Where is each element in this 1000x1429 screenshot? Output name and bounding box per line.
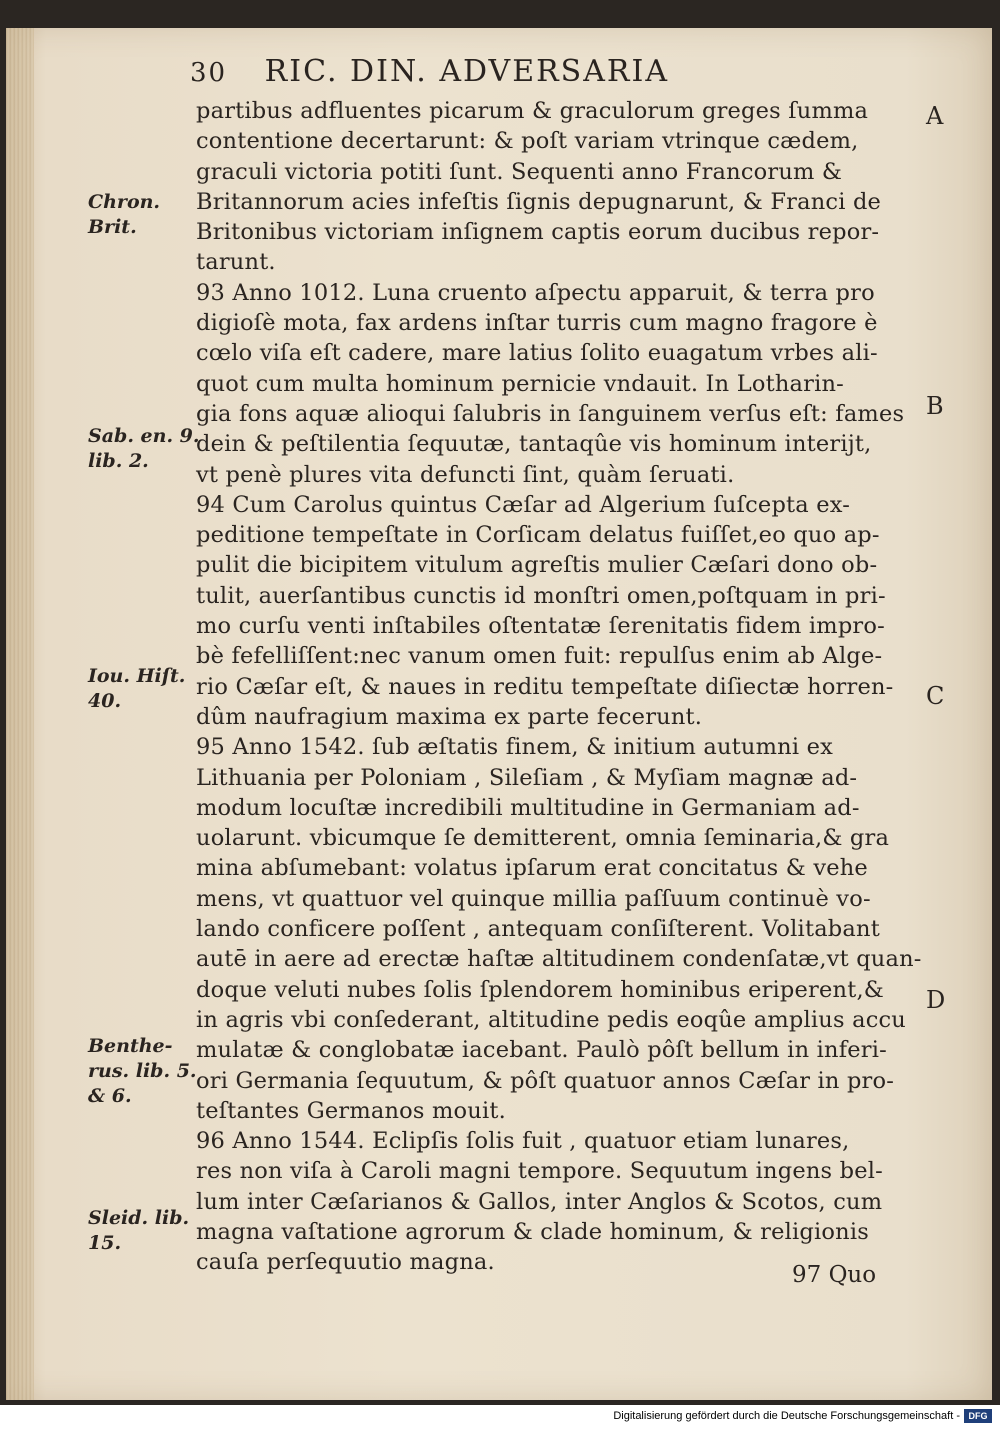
- text-line: tulit, auerſantibus cunctis id monſtri omen,poſtquam in pri-: [196, 582, 886, 609]
- margin-note-chron: Chron. Brit.: [88, 191, 161, 238]
- text-line: digioſè mota, fax ardens inſtar turris cum magno fragore è: [196, 310, 878, 337]
- text-line: mina abſumebant: volatus ipſarum erat concitatus & vehe: [196, 855, 868, 882]
- text-line: lando conficere poſſent , antequam conſiſterent. Volitabant: [196, 916, 880, 943]
- text-line: rio Cæſar eſt, & naues in reditu tempeſtate diſiectæ horren-: [196, 673, 894, 700]
- text-line: 96 Anno 1544. Eclipſis ſolis fuit , quatuor etiam lunares,: [196, 1128, 850, 1155]
- text-line: in agris vbi conſederant, altitudine pedis eoqûe amplius accu: [196, 1006, 906, 1033]
- text-line: autē in aere ad erectæ haſtæ altitudinem condenſatæ,vt quan-: [196, 946, 922, 973]
- text-line: magna vaſtatione agrorum & clade hominum, & religionis: [196, 1218, 869, 1245]
- margin-note-sab: Sab. en. 9. lib. 2.: [88, 425, 200, 472]
- text-line: contentione decertarunt: & poſt variam vtrinque cædem,: [196, 128, 859, 155]
- text-line: graculi victoria potiti ſunt. Sequenti anno Francorum &: [196, 158, 843, 185]
- text-line: teſtantes Germanos mouit.: [196, 1097, 506, 1124]
- running-head: [190, 54, 669, 89]
- page-number: 30: [190, 58, 228, 88]
- text-line: mulatæ & conglobatæ iacebant. Paulò pôſt bellum in inferi-: [196, 1037, 887, 1064]
- text-line: modum locuſtæ incredibili multitudine in Germaniam ad-: [196, 794, 860, 821]
- text-line: dûm naufragium maxima ex parte fecerunt.: [196, 703, 703, 730]
- text-line: Lithuania per Poloniam , Sileſiam , & Myſiam magnæ ad-: [196, 764, 858, 791]
- text-line: peditione tempeſtate in Corſicam delatus fuiſſet,eo quo ap-: [196, 522, 880, 549]
- text-line: bè fefelliſſent:nec vanum omen fuit: repulſus enim ab Alge-: [196, 643, 883, 670]
- text-line: quot cum multa hominum pernicie vndauit. In Lotharin-: [196, 370, 844, 397]
- text-line: dein & peſtilentia ſequutæ, tantaqûe vis hominum interijt,: [196, 431, 872, 458]
- text-line: vt penè plures vita defuncti ſint, quàm ſeruati.: [196, 461, 735, 488]
- text-line: uolarunt. vbicumque ſe demitterent, omnia ſeminaria,& gra: [196, 825, 890, 852]
- text-line: Britannorum acies infeſtis ſignis depugnarunt, & Franci de: [196, 188, 882, 215]
- body-text: [196, 96, 922, 1278]
- text-line: 94 Cum Carolus quintus Cæſar ad Algerium ſuſcepta ex-: [196, 491, 851, 518]
- dfg-logo: DFG: [964, 1409, 992, 1423]
- text-line: partibus adfluentes picarum & graculorum greges ſumma: [196, 98, 869, 124]
- running-title: RIC. DIN. ADVERSARIA: [264, 54, 670, 89]
- section-mark-c: C: [926, 682, 945, 710]
- text-line: mo curſu venti inſtabiles oſtentatæ ſerenitatis fidem impro-: [196, 613, 885, 640]
- text-line: res non viſa à Caroli magni tempore. Sequutum ingens bel-: [196, 1158, 883, 1185]
- text-line: tarunt.: [196, 249, 276, 276]
- text-line: pulit die bicipitem vitulum agreſtis mulier Cæſari dono ob-: [196, 552, 878, 579]
- text-line: ori Germania ſequutum, & pôſt quatuor annos Cæſar in pro-: [196, 1067, 895, 1094]
- text-line: cauſa perſequutio magna.: [196, 1249, 495, 1276]
- text-line: mens, vt quattuor vel quinque millia paſſuum continuè vo-: [196, 885, 871, 912]
- text-line: gia fons aquæ alioqui ſalubris in ſanguinem verſus eſt: fames: [196, 400, 905, 427]
- margin-note-benther: Benthe- rus. lib. 5. & 6.: [88, 1035, 197, 1107]
- margin-note-iou: Iou. Hiſt. 40.: [88, 665, 186, 712]
- text-line: Britonibus victoriam inſignem captis eorum ducibus repor-: [196, 219, 880, 246]
- footer-bar: [0, 1405, 1000, 1429]
- section-mark-b: B: [926, 392, 944, 420]
- text-line: cœlo viſa eſt cadere, mare latius ſolito euagatum vrbes ali-: [196, 340, 878, 367]
- catchword: 97 Quo: [792, 1262, 877, 1288]
- margin-note-sleid: Sleid. lib. 15.: [88, 1207, 190, 1254]
- text-line: 95 Anno 1542. ſub æſtatis finem, & initium autumni ex: [196, 734, 833, 761]
- text-line: doque veluti nubes ſolis ſplendorem hominibus eriperent,&: [196, 976, 885, 1003]
- funding-credit: Digitalisierung gefördert durch die Deutsche Forschungsgemeinschaft -: [613, 1410, 960, 1422]
- section-mark-d: D: [926, 986, 946, 1014]
- text-line: 93 Anno 1012. Luna cruento aſpectu apparuit, & terra pro: [196, 279, 875, 306]
- page-edges: [6, 28, 34, 1400]
- section-mark-a: A: [926, 102, 944, 130]
- text-line: lum inter Cæſarianos & Gallos, inter Anglos & Scotos, cum: [196, 1188, 883, 1215]
